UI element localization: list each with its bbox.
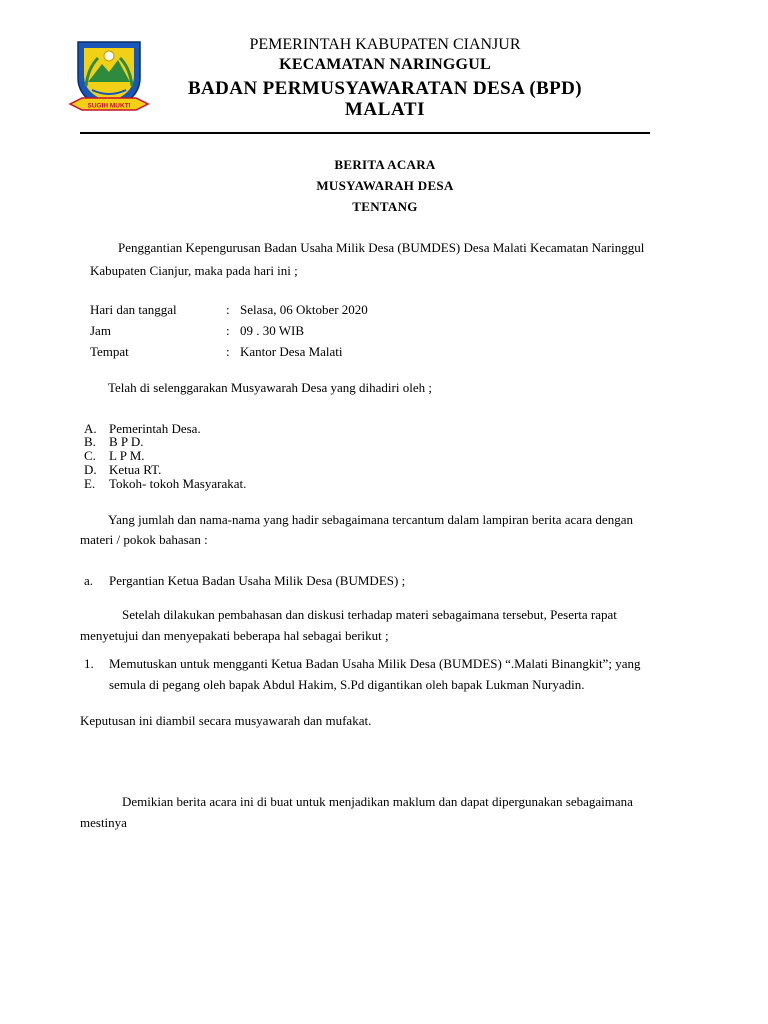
detail-colon: : (226, 302, 230, 317)
detail-value: 09 . 30 WIB (240, 323, 305, 338)
detail-value: Selasa, 06 Oktober 2020 (240, 302, 368, 317)
list-marker: E. (84, 476, 96, 491)
letterhead-divider (80, 132, 650, 134)
list-marker: 1. (84, 656, 94, 671)
list-marker: a. (84, 573, 94, 588)
attendee-text: B P D. (109, 434, 144, 449)
detail-label: Tempat (90, 344, 129, 359)
attendee-text: L P M. (109, 448, 145, 463)
logo-motto: SUGIH MUKTI (87, 102, 131, 110)
material-item (84, 573, 484, 589)
list-marker: A. (84, 421, 97, 436)
materials-intro-line-2: materi / pokok bahasan : (80, 532, 208, 547)
attendee-text: Ketua RT. (109, 462, 162, 477)
closing-line-2: mestinya (80, 815, 127, 830)
attendee-text: Tokoh- tokoh Masyarakat. (109, 476, 247, 491)
list-marker: C. (84, 448, 96, 463)
attendee-item (84, 476, 384, 492)
list-marker: D. (84, 462, 97, 477)
discussion-line-2: menyetujui dan menyepakati beberapa hal sebagai berikut ; (80, 628, 389, 643)
detail-label: Jam (90, 323, 111, 338)
detail-row-place (90, 344, 490, 362)
materials-intro-line-1: Yang jumlah dan nama-nama yang hadir sebagaimana tercantum dalam lampiran berita acara dengan (108, 512, 633, 527)
document-title: BERITA ACARA (334, 157, 436, 172)
header-agency: BADAN PERMUSYAWARATAN DESA (BPD) (187, 78, 583, 99)
discussion-line-1: Setelah dilakukan pembahasan dan diskusi terhadap materi sebagaimana tersebut, Peserta rapat (122, 607, 617, 622)
decision-note: Keputusan ini diambil secara musyawarah dan mufakat. (80, 713, 372, 728)
detail-colon: : (226, 323, 230, 338)
detail-label: Hari dan tanggal (90, 302, 177, 317)
decision-text-line-2: semula di pegang oleh bapak Abdul Hakim, S.Pd digantikan oleh bapak Lukman Nuryadin. (109, 677, 585, 692)
intro-line-2: Kabupaten Cianjur, maka pada hari ini ; (90, 263, 298, 278)
detail-colon: : (226, 344, 230, 359)
document-title-subject: MUSYAWARAH DESA (316, 178, 454, 193)
decision-text-line-1: Memutuskan untuk mengganti Ketua Badan Usaha Milik Desa (BUMDES) “.Malati Binangkit”; yang (109, 656, 641, 671)
attendee-text: Pemerintah Desa. (109, 421, 201, 436)
list-marker: B. (84, 434, 96, 449)
header-government: PEMERINTAH KABUPATEN CIANJUR (249, 36, 521, 53)
detail-row-date (90, 302, 490, 320)
regency-emblem-logo (68, 38, 150, 118)
document-title-about: TENTANG (352, 199, 418, 214)
intro-line-1: Penggantian Kepengurusan Badan Usaha Milik Desa (BUMDES) Desa Malati Kecamatan Naringgul (118, 240, 645, 255)
attendance-intro: Telah di selenggarakan Musyawarah Desa yang dihadiri oleh ; (108, 380, 432, 395)
detail-row-time (90, 323, 490, 341)
header-village: MALATI (344, 99, 426, 120)
material-text: Pergantian Ketua Badan Usaha Milik Desa (BUMDES) ; (109, 573, 406, 588)
closing-line-1: Demikian berita acara ini di buat untuk menjadikan maklum dan dapat dipergunakan sebagaimana (122, 794, 633, 809)
decision-item (84, 656, 684, 672)
header-subdistrict: KECAMATAN NARINGGUL (279, 56, 491, 73)
detail-value: Kantor Desa Malati (240, 344, 343, 359)
